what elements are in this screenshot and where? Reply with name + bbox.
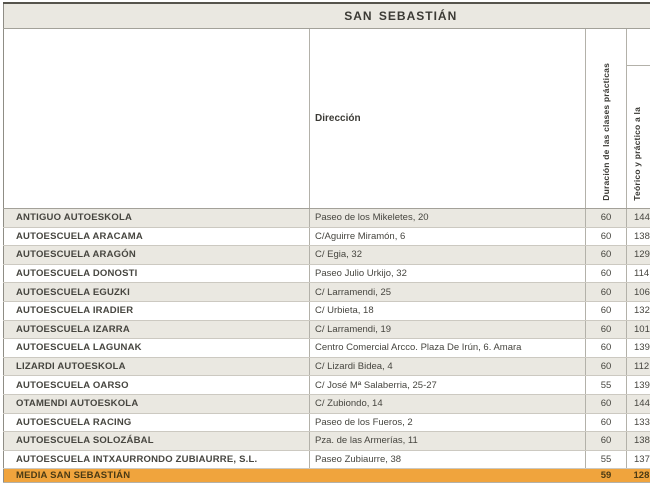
price-cell: 138 — [627, 227, 650, 246]
school-name-cell: AUTOESCUELA LAGUNAK — [4, 339, 310, 358]
duration-cell: 60 — [586, 432, 627, 451]
table-row — [4, 432, 650, 451]
price-cell: 133 — [627, 413, 650, 432]
table-footer — [4, 469, 650, 483]
school-address-cell: C/Aguirre Miramón, 6 — [310, 227, 586, 246]
table-row — [4, 357, 650, 376]
table-row — [4, 320, 650, 339]
duration-cell: 55 — [586, 376, 627, 395]
school-name-cell: AUTOESCUELA SOLOZÁBAL — [4, 432, 310, 451]
school-address-cell: C/ Larramendi, 25 — [310, 283, 586, 302]
price-cell: 129 — [627, 246, 650, 265]
school-address-cell: C/ Egia, 32 — [310, 246, 586, 265]
school-address-cell: Pza. de las Armerías, 11 — [310, 432, 586, 451]
school-name-cell: AUTOESCUELA INTXAURRONDO ZUBIAURRE, S.L. — [4, 450, 310, 469]
school-address-cell: Paseo Julio Urkijo, 32 — [310, 264, 586, 283]
price-cell: 132 — [627, 301, 650, 320]
duration-cell: 60 — [586, 394, 627, 413]
table-row — [4, 339, 650, 358]
price-cell: 114 — [627, 264, 650, 283]
column-header-address: Dirección — [310, 29, 586, 209]
table-body — [4, 209, 650, 469]
school-name-cell: AUTOESCUELA OARSO — [4, 376, 310, 395]
price-cell: 137 — [627, 450, 650, 469]
duration-cell: 60 — [586, 413, 627, 432]
driving-schools-table — [3, 2, 650, 483]
duration-cell: 60 — [586, 301, 627, 320]
school-address-cell: Centro Comercial Arcco. Plaza De Irún, 6. Amara — [310, 339, 586, 358]
school-address-cell: C/ Urbieta, 18 — [310, 301, 586, 320]
duration-cell: 55 — [586, 450, 627, 469]
school-name-cell: AUTOESCUELA RACING — [4, 413, 310, 432]
duration-cell: 60 — [586, 227, 627, 246]
column-header-price — [627, 29, 650, 209]
table-row — [4, 283, 650, 302]
school-name-cell: LIZARDI AUTOESKOLA — [4, 357, 310, 376]
table-row — [4, 264, 650, 283]
school-name-cell: OTAMENDI AUTOESKOLA — [4, 394, 310, 413]
table-header-row — [4, 29, 650, 209]
column-header-duration-label: Duración de las clases prácticas — [601, 63, 611, 201]
column-header-name — [4, 29, 310, 209]
price-cell: 139 — [627, 376, 650, 395]
school-address-cell: C/ Zubiondo, 14 — [310, 394, 586, 413]
school-name-cell: AUTOESCUELA DONOSTI — [4, 264, 310, 283]
school-name-cell: AUTOESCUELA EGUZKI — [4, 283, 310, 302]
table-row — [4, 301, 650, 320]
school-address-cell: Paseo Zubiaurre, 38 — [310, 450, 586, 469]
average-price-value: 128 — [627, 469, 650, 483]
table-row — [4, 376, 650, 395]
column-header-price-label: Teórico y práctico a la — [632, 107, 642, 201]
price-cell: 106 — [627, 283, 650, 302]
school-address-cell: C/ Lizardi Bidea, 4 — [310, 357, 586, 376]
duration-cell: 60 — [586, 209, 627, 228]
duration-cell: 60 — [586, 283, 627, 302]
table-row — [4, 450, 650, 469]
duration-cell: 60 — [586, 339, 627, 358]
average-label: MEDIA SAN SEBASTIÁN — [4, 469, 310, 483]
price-cell: 101 — [627, 320, 650, 339]
duration-cell: 60 — [586, 320, 627, 339]
school-name-cell: AUTOESCUELA IRADIER — [4, 301, 310, 320]
table-row — [4, 394, 650, 413]
average-row — [4, 469, 650, 483]
duration-cell: 60 — [586, 357, 627, 376]
school-address-cell: Paseo de los Fueros, 2 — [310, 413, 586, 432]
school-address-cell: C/ Larramendi, 19 — [310, 320, 586, 339]
school-name-cell: AUTOESCUELA ARAGÓN — [4, 246, 310, 265]
price-cell: 144 — [627, 209, 650, 228]
table-title-row — [4, 3, 650, 29]
column-header-duration — [586, 29, 627, 209]
price-cell: 138 — [627, 432, 650, 451]
school-name-cell: AUTOESCUELA IZARRA — [4, 320, 310, 339]
duration-cell: 60 — [586, 246, 627, 265]
table-row — [4, 209, 650, 228]
table-row — [4, 227, 650, 246]
price-cell: 112 — [627, 357, 650, 376]
table-row — [4, 413, 650, 432]
header-group-divider — [627, 65, 650, 66]
duration-cell: 60 — [586, 264, 627, 283]
school-name-cell: AUTOESCUELA ARACAMA — [4, 227, 310, 246]
school-address-cell: C/ José Mª Salaberria, 25-27 — [310, 376, 586, 395]
school-name-cell: ANTIGUO AUTOESKOLA — [4, 209, 310, 228]
average-duration-value: 59 — [586, 469, 627, 483]
average-address-cell — [310, 469, 586, 483]
price-cell: 144 — [627, 394, 650, 413]
table-row — [4, 246, 650, 265]
page-title: SAN SEBASTIÁN — [4, 3, 650, 29]
price-cell: 139 — [627, 339, 650, 358]
school-address-cell: Paseo de los Mikeletes, 20 — [310, 209, 586, 228]
